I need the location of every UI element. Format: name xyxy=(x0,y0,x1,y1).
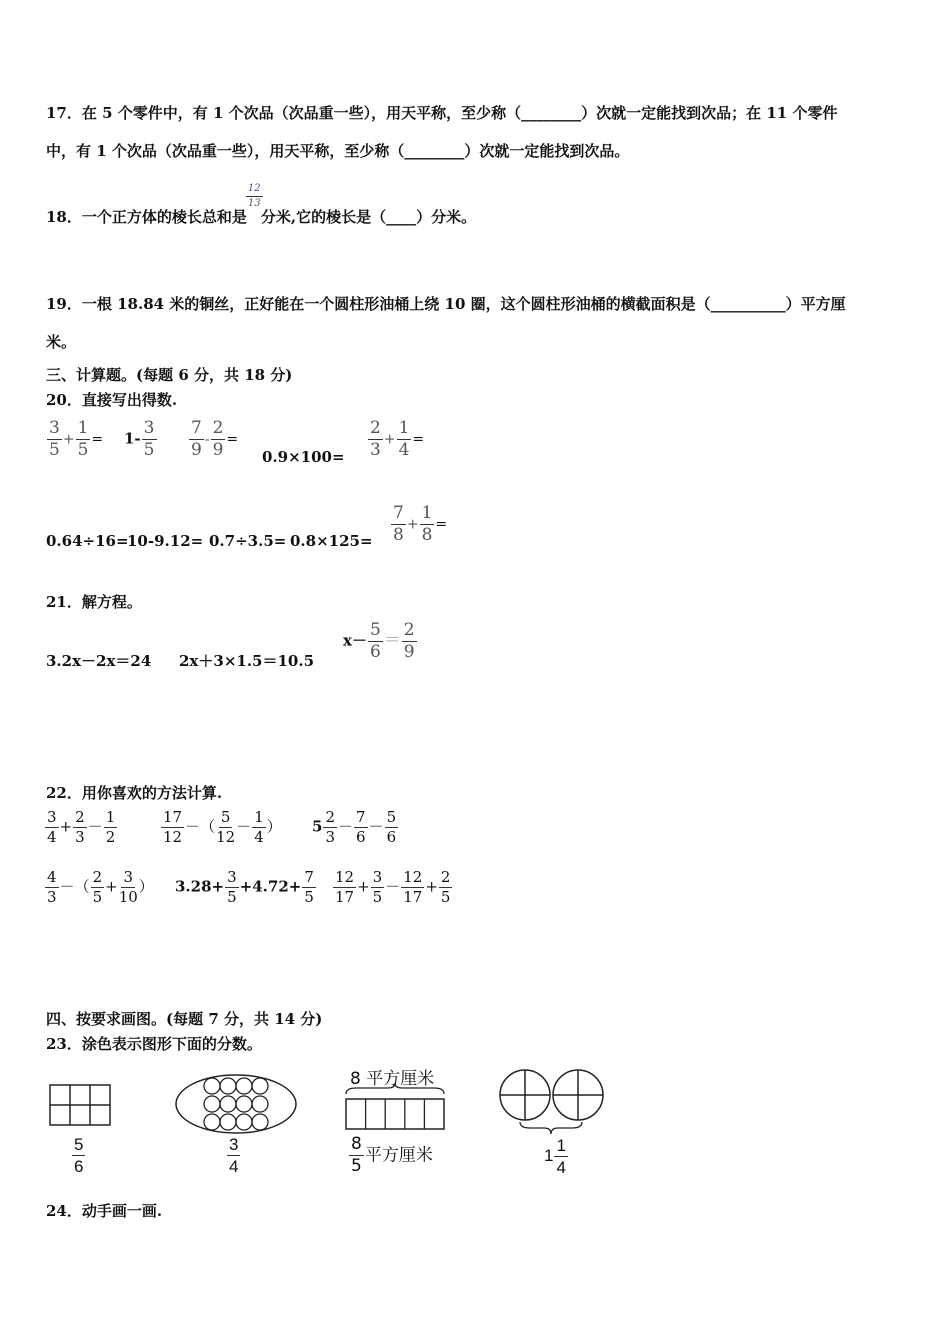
q20-r1-b: 1- $\frac{3}{5}$ xyxy=(124,418,155,460)
q24-title: 24．动手画一画. xyxy=(46,1202,163,1220)
fig3-label: $\frac{8}{5}$ 平方厘米 xyxy=(351,1134,433,1176)
fig3-rectangle[interactable] xyxy=(344,1086,448,1132)
q20-r2-c: 0.7÷3.5= xyxy=(209,532,287,550)
q17-line1: 17．在 5 个零件中，有 1 个次品（次品重一些），用天平称，至少称（________）次就一定能找到次品；在 11 个零件 xyxy=(46,104,838,122)
section3-heading: 三、计算题。(每题 6 分，共 18 分) xyxy=(46,366,293,384)
q22-r1-b: $\frac{17}{12}$ －（ $\frac{5}{12}$ － $\frac{1}{4}$ ） xyxy=(163,808,282,846)
q20-r1-c: $\frac{7}{9}$ - $\frac{2}{9}$ = xyxy=(191,418,239,460)
q21-eq1: 3.2x－2x＝24 xyxy=(46,652,152,670)
q21-eq2: 2x＋3×1.5＝10.5 xyxy=(179,652,315,670)
q22-r1-c: 5 $\frac{2}{3}$ － $\frac{7}{6}$ － $\frac{5}{6}$ xyxy=(312,808,397,846)
q18-suffix: 分米,它的棱长是（____）分米。 xyxy=(260,208,477,226)
fig2-ellipse-circles[interactable] xyxy=(175,1074,300,1136)
q19-line1: 19．一根 18.84 米的铜丝，正好能在一个圆柱形油桶上绕 10 圈，这个圆柱形油桶的横截面积是（__________）平方厘 xyxy=(46,295,846,313)
q18-fraction: $\frac{12}{13}$ xyxy=(247,183,261,209)
fig4-label: 1 $\frac{1}{4}$ xyxy=(544,1136,566,1177)
q19-line2: 米。 xyxy=(46,333,77,351)
q20-r2-e: $\frac{7}{8}$ + $\frac{1}{8}$ = xyxy=(393,503,448,545)
q20-r1-d: 0.9×100= xyxy=(262,448,345,466)
q20-r1-a: $\frac{3}{5}$ + $\frac{1}{5}$ = xyxy=(49,418,104,460)
fig3-top-label: 8 平方厘米 xyxy=(350,1069,435,1089)
q20-r1-e: $\frac{2}{3}$ + $\frac{1}{4}$ = xyxy=(370,418,425,460)
q18-prefix: 18．一个正方体的棱长总和是 xyxy=(46,208,247,226)
q21-title: 21．解方程。 xyxy=(46,593,142,611)
fig1-grid[interactable] xyxy=(49,1084,113,1128)
q20-r2-a: 0.64÷16= xyxy=(46,532,129,550)
q20-r2-b: 10-9.12= xyxy=(127,532,204,550)
fig4-circles[interactable] xyxy=(498,1068,608,1136)
q22-r2-c: $\frac{12}{17}$ + $\frac{3}{5}$ － $\frac{12}{17}$ + $\frac{2}{5}$ xyxy=(335,868,451,906)
section4-heading: 四、按要求画图。(每题 7 分，共 14 分) xyxy=(46,1010,323,1028)
fig1-label: $\frac{5}{6}$ xyxy=(74,1135,84,1176)
q22-r2-a: $\frac{4}{3}$ －（ $\frac{2}{5}$ + $\frac{3}{10}$ ） xyxy=(47,868,154,906)
q20-title: 20．直接写出得数. xyxy=(46,391,178,409)
q17-line2: 中，有 1 个次品（次品重一些），用天平称，至少称（________）次就一定能找到次品。 xyxy=(46,142,630,160)
q22-r1-a: $\frac{3}{4}$ + $\frac{2}{3}$ － $\frac{1}{2}$ xyxy=(47,808,116,846)
q21-eq3: x－ $\frac{5}{6}$ ＝ $\frac{2}{9}$ xyxy=(343,620,415,662)
q22-r2-b: 3.28+ $\frac{3}{5}$ +4.72+ $\frac{7}{5}$ xyxy=(175,868,314,906)
q20-r2-d: 0.8×125= xyxy=(290,532,373,550)
q18 xyxy=(46,183,477,227)
fig2-label: $\frac{3}{4}$ xyxy=(229,1135,239,1176)
q23-title: 23．涂色表示图形下面的分数。 xyxy=(46,1035,262,1053)
q22-title: 22．用你喜欢的方法计算. xyxy=(46,784,223,802)
